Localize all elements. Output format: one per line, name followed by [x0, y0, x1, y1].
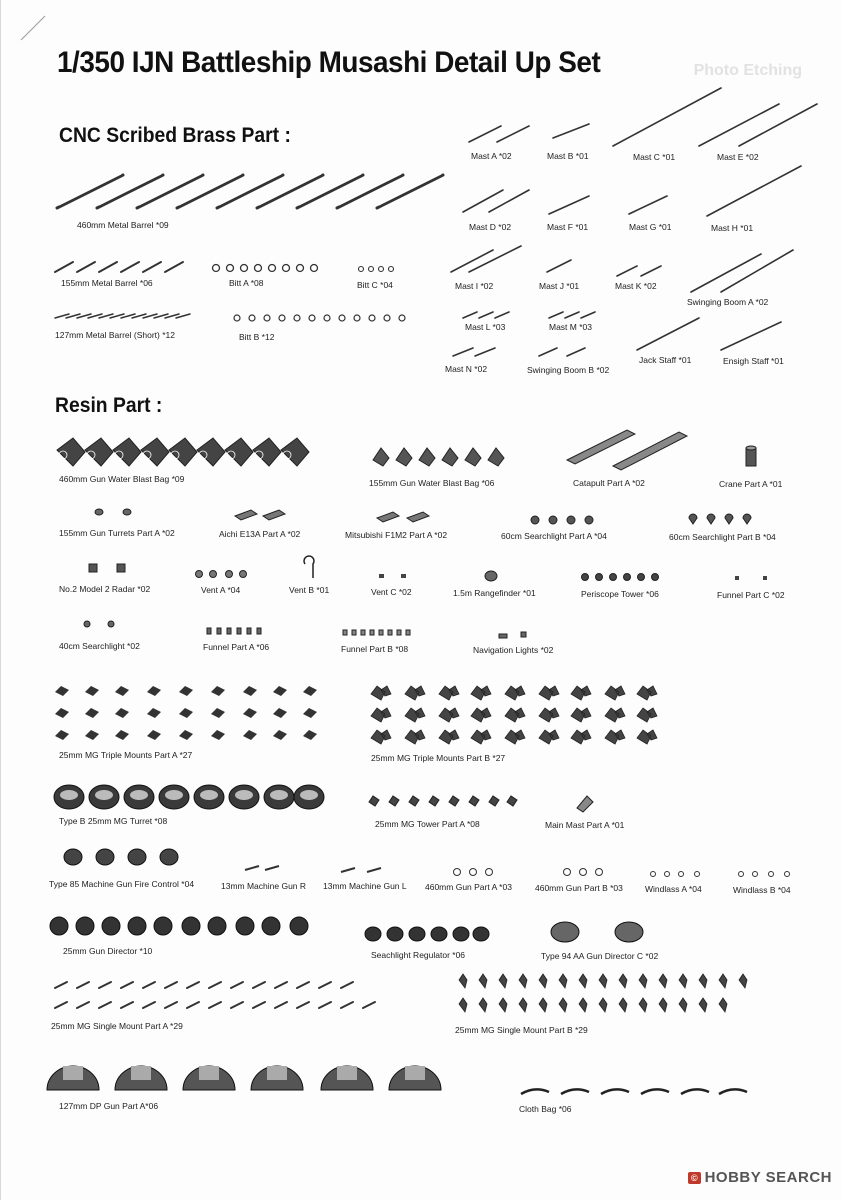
label-mast-c: Mast C *01 [633, 152, 676, 162]
windlass-group [651, 872, 790, 877]
vent-b-group [304, 556, 314, 578]
label-mast-a: Mast A *02 [471, 151, 512, 161]
bitt-c-group [359, 267, 394, 272]
metal-barrel-460-group [57, 175, 443, 208]
label-cloth-bag: Cloth Bag *06 [519, 1104, 572, 1114]
label-mg-triple-b: 25mm MG Triple Mounts Part B *27 [371, 753, 506, 763]
searchlight-60b-group [689, 514, 751, 524]
watermark-logo: © [688, 1172, 701, 1184]
mitsubishi-group [377, 512, 429, 522]
label-turret-b25: Type B 25mm MG Turret *08 [59, 816, 168, 826]
label-seachlight-reg: Seachlight Regulator *06 [371, 950, 466, 960]
label-searchlight-60a: 60cm Searchlight Part A *04 [501, 531, 607, 541]
label-mast-e: Mast E *02 [717, 152, 759, 162]
label-bitt-b: Bitt B *12 [239, 332, 275, 342]
fold-mark-icon [19, 14, 47, 42]
label-mg-single-b: 25mm MG Single Mount Part B *29 [455, 1025, 588, 1035]
watermark-text: HOBBY SEARCH [704, 1169, 832, 1186]
label-funnel-a: Funnel Part A *06 [203, 642, 270, 652]
mg-tower-group [369, 796, 517, 806]
label-blast-bag-460: 460mm Gun Water Blast Bag *09 [59, 474, 185, 484]
label-mast-g: Mast G *01 [629, 222, 672, 232]
gun-director-group [50, 917, 308, 935]
label-searchlight-40: 40cm Searchlight *02 [59, 641, 140, 651]
funnel-c-group [735, 576, 767, 580]
funnel-b-group [343, 630, 410, 635]
label-crane-a: Crane Part A *01 [719, 479, 783, 489]
catapult-group [567, 430, 687, 470]
metal-barrel-127-group [55, 314, 190, 318]
mg-single-b-group [459, 974, 747, 1012]
rangefinder-group [485, 571, 497, 581]
label-mitsubishi: Mitsubishi F1M2 Part A *02 [345, 530, 448, 540]
label-main-mast-a: Main Mast Part A *01 [545, 820, 625, 830]
label-turrets-155: 155mm Gun Turrets Part A *02 [59, 528, 175, 538]
label-ensign-staff: Ensigh Staff *01 [723, 356, 784, 366]
background-ghost-text: Photo Etching [693, 62, 802, 79]
label-bitt-c: Bitt C *04 [357, 280, 393, 290]
bitt-b-group [234, 315, 405, 321]
label-mg13-r: 13mm Machine Gun R [221, 881, 307, 891]
label-funnel-c: Funnel Part C *02 [717, 590, 785, 600]
label-mg-triple-a: 25mm MG Triple Mounts Part A *27 [59, 750, 193, 760]
blast-bag-460-group [57, 438, 309, 466]
label-mast-k: Mast K *02 [615, 281, 657, 291]
bitt-a-group [213, 265, 318, 272]
label-vent-c: Vent C *02 [371, 587, 412, 597]
label-mast-m: Mast M *03 [549, 322, 592, 332]
label-barrel-460: 460mm Metal Barrel *09 [77, 220, 169, 230]
label-jack-staff: Jack Staff *01 [639, 355, 692, 365]
label-mast-n: Mast N *02 [445, 364, 488, 374]
label-barrel-127: 127mm Metal Barrel (Short) *12 [55, 330, 175, 340]
label-nav-lights: Navigation Lights *02 [473, 645, 554, 655]
mg-triple-a-group [55, 686, 317, 740]
funnel-a-group [207, 628, 261, 634]
label-gun-director: 25mm Gun Director *10 [63, 946, 153, 956]
mg-triple-b-group [371, 686, 657, 744]
aichi-group [235, 510, 285, 520]
label-gun460-b: 460mm Gun Part B *03 [535, 883, 623, 893]
label-mg-tower-a: 25mm MG Tower Part A *08 [375, 819, 480, 829]
label-swinging-boom-a: Swinging Boom A *02 [687, 297, 769, 307]
metal-barrel-155-group [55, 262, 183, 272]
label-bitt-a: Bitt A *08 [229, 278, 264, 288]
vent-a-group [196, 571, 247, 578]
label-catapult-a: Catapult Part A *02 [573, 478, 645, 488]
label-dp-gun: 127mm DP Gun Part A*06 [59, 1101, 159, 1111]
mg13-group [245, 866, 381, 872]
blast-bag-155-group [373, 448, 504, 466]
vent-c-group [379, 574, 406, 578]
label-radar: No.2 Model 2 Radar *02 [59, 584, 151, 594]
label-mast-j: Mast J *01 [539, 281, 580, 291]
searchlight-regulator-group [365, 927, 489, 941]
label-gun460-a: 460mm Gun Part A *03 [425, 882, 512, 892]
searchlight-60a-group [531, 516, 593, 524]
label-swinging-boom-b: Swinging Boom B *02 [527, 365, 610, 375]
label-windlass-b: Windlass B *04 [733, 885, 791, 895]
brass-section-heading: CNC Scribed Brass Part : [59, 124, 291, 147]
label-mast-d: Mast D *02 [469, 222, 512, 232]
label-periscope: Periscope Tower *06 [581, 589, 659, 599]
label-funnel-b: Funnel Part B *08 [341, 644, 409, 654]
label-mg-single-a: 25mm MG Single Mount Part A *29 [51, 1021, 183, 1031]
label-rangefinder: 1.5m Rangefinder *01 [453, 588, 536, 598]
cloth-bag-group [521, 1089, 747, 1094]
label-vent-b: Vent B *01 [289, 585, 330, 595]
label-mast-f: Mast F *01 [547, 222, 589, 232]
page-title: 1/350 IJN Battleship Musashi Detail Up Set [57, 46, 601, 79]
dp-gun-group [47, 1066, 441, 1090]
label-barrel-155: 155mm Metal Barrel *06 [61, 278, 153, 288]
label-mg13-l: 13mm Machine Gun L [323, 881, 407, 891]
label-vent-a: Vent A *04 [201, 585, 241, 595]
label-mast-h: Mast H *01 [711, 223, 754, 233]
fire-control-group [64, 849, 178, 865]
main-mast-group [577, 796, 593, 812]
turret-155-group [95, 509, 131, 515]
label-aichi: Aichi E13A Part A *02 [219, 529, 301, 539]
watermark [688, 1169, 832, 1186]
resin-section-heading: Resin Part : [55, 394, 163, 417]
label-windlass-a: Windlass A *04 [645, 884, 702, 894]
periscope-group [582, 574, 659, 581]
aa-director-group [551, 922, 643, 942]
mg-single-a-group [55, 982, 375, 1008]
nav-lights-group [499, 632, 526, 638]
label-searchlight-60b: 60cm Searchlight Part B *04 [669, 532, 776, 542]
label-mast-l: Mast L *03 [465, 322, 506, 332]
label-aa-director: Type 94 AA Gun Director C *02 [541, 951, 659, 961]
label-mast-b: Mast B *01 [547, 151, 589, 161]
label-mast-i: Mast I *02 [455, 281, 494, 291]
crane-part-group [746, 446, 756, 466]
label-fire-control: Type 85 Machine Gun Fire Control *04 [49, 879, 195, 889]
radar-group [89, 564, 125, 572]
searchlight-40-group [84, 621, 114, 627]
label-blast-bag-155: 155mm Gun Water Blast Bag *06 [369, 478, 495, 488]
gun460-group [454, 869, 603, 876]
